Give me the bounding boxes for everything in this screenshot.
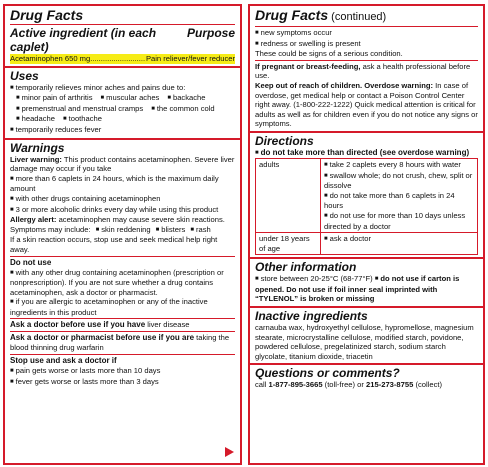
ask-pharmacist-text: taking the blood thinning drug warfarin — [10, 333, 230, 353]
allergy-alert-label: Allergy alert: — [10, 215, 57, 225]
liver-warning-label: Liver warning: — [10, 154, 62, 164]
adults-item: ■ take 2 caplets every 8 hours with water — [324, 160, 474, 171]
active-ingredient-heading: Active ingredient (in each caplet) — [10, 26, 157, 54]
under-18-item: ■ ask a doctor — [324, 234, 474, 245]
symptom-item: ■ rash — [190, 225, 210, 236]
directions-top: ■ do not take more than directed (see overdose warning) — [255, 148, 478, 158]
warnings-section — [5, 140, 240, 390]
call-label: call — [255, 380, 269, 390]
stop-use-heading: Stop use and ask a doctor if — [10, 356, 117, 366]
liver-item: ■ with other drugs containing acetaminophen — [10, 194, 235, 205]
under-18-label: under 18 years of age — [256, 233, 321, 255]
phone-mid: (toll-free) or — [322, 380, 367, 390]
pregnant-text: ask a health professional before use. — [255, 61, 471, 81]
allergy-alert-text: acetaminophen may cause severe skin reactions. — [58, 215, 225, 225]
directions-section — [250, 133, 483, 259]
ask-pharmacist-label: Ask a doctor or pharmacist before use if you are — [10, 333, 195, 343]
symptoms-intro: Symptoms may include: — [10, 224, 91, 234]
phone-collect: 215-273-8755 — [366, 380, 414, 390]
liver-item: ■ more than 6 caplets in 24 hours, which is the maximum daily amount — [10, 174, 235, 194]
symptom-item: ■ skin reddening — [96, 225, 151, 236]
other-info-section — [250, 259, 483, 308]
ingredient-purpose: Pain reliever/fever reducer — [145, 54, 235, 63]
skin-reaction-text: If a skin reaction occurs, stop use and seek medical help right away. — [10, 235, 218, 254]
stop-use-item: ■ fever gets worse or lasts more than 3 days — [10, 377, 235, 388]
do-not-use-item: ■ with any other drug containing acetaminophen (prescription or nonprescription). If you are not sure whether a drug contains acetaminophen, ask a doctor or pharmacist. — [10, 268, 235, 298]
ask-doctor-text: liver disease — [145, 320, 190, 330]
inactive-heading: Inactive ingredients — [255, 309, 368, 324]
stop-use-item: ■ pain gets worse or lasts more than 10 days — [10, 366, 235, 377]
uses-heading: Uses — [10, 68, 39, 83]
continued-section — [250, 6, 483, 133]
use-item: ■ muscular aches — [101, 93, 160, 104]
ingredient-name: Acetaminophen 650 mg — [10, 54, 91, 63]
use-item: ■ headache — [16, 114, 55, 125]
continued-label: (continued) — [328, 11, 387, 23]
inactive-text: carnauba wax, hydroxyethyl cellulose, hypromellose, magnesium stearate, microcrystalline cellulose, modified starch, povidone, powdered cellulose, pregelatinized starch, sodium starch glycolate, titanium dioxide, triacetin — [255, 323, 474, 361]
uses-section — [5, 68, 240, 140]
other-info-heading: Other information — [255, 260, 357, 275]
liver-warning-text: This product contains acetaminophen. Severe liver damage may occur if you take — [10, 154, 235, 174]
questions-heading: Questions or comments? — [255, 366, 400, 381]
purpose-heading: Purpose — [186, 26, 235, 40]
questions-section — [250, 365, 483, 392]
drug-facts-left-panel — [3, 4, 242, 465]
symptom-item: ■ blisters — [156, 225, 186, 236]
adults-label: adults — [256, 158, 321, 232]
do-not-use-heading: Do not use — [10, 257, 52, 267]
store-text: ■ store between 20-25°C (68-77°F) — [255, 274, 373, 283]
ask-doctor-label: Ask a doctor before use if you have — [10, 320, 146, 330]
use-item: ■ minor pain of arthritis — [16, 93, 93, 104]
warnings-heading: Warnings — [10, 140, 65, 155]
table-row — [256, 158, 478, 232]
table-row — [256, 233, 478, 255]
adults-item: ■ do not use for more than 10 days unless directed by a doctor — [324, 211, 474, 231]
use-item: ■ backache — [167, 93, 205, 104]
drug-facts-right-panel — [248, 4, 485, 465]
serious-condition-note: These could be signs of a serious condition. — [255, 49, 403, 59]
liver-item: ■ 3 or more alcoholic drinks every day while using this product — [10, 205, 235, 216]
drug-facts-title-continued: Drug Facts — [255, 7, 329, 23]
active-ingredient-row — [10, 54, 235, 64]
dot-leader: .......................... — [90, 54, 146, 63]
use-item: ■ toothache — [63, 114, 102, 125]
drug-facts-title: Drug Facts — [10, 7, 84, 23]
adults-item: ■ do not take more than 6 caplets in 24 hours — [324, 191, 474, 211]
use-item: ■ premenstrual and menstrual cramps — [16, 104, 143, 115]
directions-heading: Directions — [255, 133, 314, 148]
phone-end: (collect) — [413, 380, 443, 390]
adults-item: ■ swallow whole; do not crush, chew, split or dissolve — [324, 171, 474, 191]
continue-arrow-icon — [225, 447, 234, 457]
keep-out-label: Keep out of reach of children. Overdose warning: — [255, 80, 434, 90]
stop-use-item: ■ redness or swelling is present — [255, 39, 478, 50]
do-not-use-item: ■ if you are allergic to acetaminophen or any of the inactive ingredients in this product — [10, 297, 235, 317]
use-item: ■ the common cold — [151, 104, 214, 115]
active-ingredient-section — [5, 6, 240, 68]
overdose-text: In case of overdose, get medical help or contact a Poison Control Center right away. (1-800-222-1222) Quick medical attention is critical for adults as well as for children even if you do not notice any signs or symptoms. — [255, 80, 478, 129]
stop-use-item: ■ new symptoms occur — [255, 28, 478, 39]
uses-fever: ■ temporarily reduces fever — [10, 125, 235, 136]
inactive-section — [250, 308, 483, 365]
phone-toll-free: 1-877-895-3665 — [268, 380, 323, 390]
pregnant-label: If pregnant or breast-feeding, — [255, 61, 361, 71]
uses-intro: ■ temporarily relieves minor aches and pains due to: — [10, 83, 235, 94]
seal-warning: ■ do not use if carton is opened. Do not use if foil inner seal imprinted with “TYLENOL” is broken or missing — [255, 274, 459, 303]
directions-table — [255, 158, 478, 255]
